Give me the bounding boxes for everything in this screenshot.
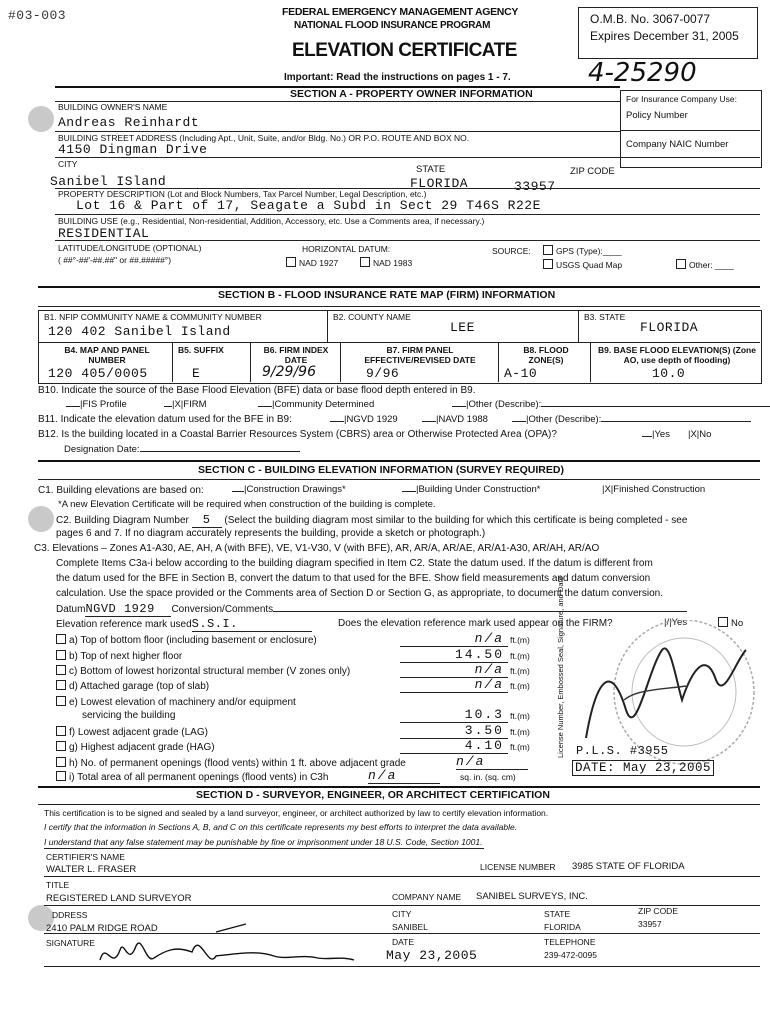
section-a-title: SECTION A - PROPERTY OWNER INFORMATION <box>290 88 533 100</box>
b12-no-option[interactable]: |X|No <box>688 429 712 440</box>
b10-community-option[interactable]: |Community Determined <box>258 399 374 410</box>
firm-question: Does the elevation reference mark used appear on the FIRM? <box>338 618 613 629</box>
datum-row <box>56 602 687 617</box>
firm-div-6 <box>498 342 499 382</box>
street-rule <box>55 157 760 158</box>
c3-item-value[interactable]: n/a <box>368 768 440 784</box>
firm-div-2 <box>578 310 579 342</box>
b6-value: 9/29/96 <box>262 364 316 380</box>
c3-item-row <box>56 634 317 646</box>
b2-label: B2. COUNTY NAME <box>333 312 411 322</box>
company-label: COMPANY NAME <box>392 892 462 902</box>
c3-item-checkbox[interactable] <box>56 696 66 706</box>
b6-label: B6. FIRM INDEX DATE <box>263 345 329 365</box>
telephone-value: 239-472-0095 <box>544 950 597 960</box>
c3-item-unit: sq. in. (sq. cm) <box>460 772 516 782</box>
firm-no-text: No <box>731 618 744 629</box>
property-label: PROPERTY DESCRIPTION (Lot and Block Numbers, Tax Parcel Number, Legal Description, etc.) <box>58 189 427 199</box>
c3-item-value[interactable]: n/a <box>456 754 528 770</box>
c1-finished-text: Finished Construction <box>613 484 706 495</box>
designation-label: Designation Date: <box>64 444 140 455</box>
b3-label: B3. STATE <box>584 312 626 322</box>
nad1983-checkbox[interactable] <box>360 257 370 267</box>
use-rule <box>55 240 760 241</box>
building-use: RESIDENTIAL <box>58 226 150 241</box>
zip: 33957 <box>514 179 556 194</box>
c3-item-value[interactable]: n/a <box>400 631 508 647</box>
b9-label: B9. BASE FLOOD ELEVATION(S) (Zone AO, use depth of flooding) <box>598 345 756 365</box>
section-d-top-rule <box>38 786 760 788</box>
erm-label: Elevation reference mark used <box>56 619 192 630</box>
conversion-label: Conversion/Comments <box>171 604 274 615</box>
certifier-name: WALTER L. FRASER <box>46 864 137 875</box>
state-label: STATE <box>416 164 446 175</box>
certifier-rule <box>44 876 760 877</box>
erm-row <box>56 617 312 632</box>
insurance-use-label: For Insurance Company Use: <box>626 94 738 104</box>
nad1983-option[interactable] <box>360 257 412 268</box>
erm-value[interactable]: S.S.I. <box>192 617 312 632</box>
zip-label: ZIP CODE <box>570 166 615 177</box>
firm-table-mid <box>38 342 760 343</box>
b10-firm-text: FIRM <box>183 399 207 410</box>
firm-yes-text: Yes <box>671 617 688 628</box>
b11-question: B11. Indicate the elevation datum used for the BFE in B9: <box>38 414 292 425</box>
c3-item-row <box>56 741 215 753</box>
c1-drawings-option[interactable]: |Construction Drawings* <box>232 484 346 495</box>
b12-no-text: No <box>699 429 712 440</box>
usgs-text: USGS Quad Map <box>556 260 623 270</box>
section-c-rule <box>38 479 760 480</box>
b11-navd-text: NAVD 1988 <box>438 414 488 425</box>
c2-row <box>56 513 687 528</box>
section-b-rule <box>38 306 760 307</box>
agency-name: FEDERAL EMERGENCY MANAGEMENT AGENCY <box>282 6 519 18</box>
license-number: 3985 STATE OF FLORIDA <box>572 861 685 872</box>
firm-div-4 <box>250 342 251 382</box>
latlong-format: ( ##°-##'-##.##" or ##.#####°) <box>58 255 172 265</box>
b8-value: A-10 <box>504 366 538 381</box>
cert-text-2: I certify that the information in Sections A, B, and C on this certificate represents my best efforts to interpret the data available. <box>44 822 518 832</box>
c3-item-checkbox[interactable] <box>56 634 66 644</box>
property-description: Lot 16 & Part of 17, Seagate a Subd in Sect 29 T46S R22E <box>76 198 541 213</box>
naic-label: Company NAIC Number <box>626 139 729 150</box>
c3-item-label: i) Total area of all permanent openings (flood vents) in C3h <box>69 772 329 783</box>
b10-other-option[interactable]: |Other (Describe): <box>452 399 770 410</box>
cert-text-3: I understand that any false statement may be punishable by fine or imprisonment under 18 U.S. Code, Section 1001. <box>44 837 483 847</box>
designation-date <box>64 444 300 455</box>
company-state: FLORIDA <box>544 922 581 932</box>
handwritten-reference: 4-25290 <box>588 58 697 88</box>
company-city-label: CITY <box>392 909 412 919</box>
c3-item-unit: ft.(m) <box>510 727 530 737</box>
title-value: REGISTERED LAND SURVEYOR <box>46 893 192 904</box>
other-source-text: Other: ____ <box>689 260 734 270</box>
c3-item-checkbox[interactable] <box>56 726 66 736</box>
b4-label: B4. MAP AND PANEL NUMBER <box>64 345 150 365</box>
c3-item-unit: ft.(m) <box>510 651 530 661</box>
c1-under-construction-text: Building Under Construction* <box>418 484 541 495</box>
b8-label: B8. FLOOD ZONE(S) <box>523 345 569 365</box>
cert-rule <box>44 848 484 849</box>
b12-yes-text: Yes <box>654 429 670 440</box>
b11-other-option[interactable]: |Other (Describe): <box>512 414 751 425</box>
c2-value[interactable]: 5 <box>192 513 222 528</box>
b7-value: 9/96 <box>366 366 400 381</box>
other-source-option[interactable] <box>676 259 734 270</box>
street-address: 4150 Dingman Drive <box>58 142 208 157</box>
c3-item-value[interactable]: 14.50 <box>400 647 508 663</box>
c2-instructions: (Select the building diagram most similar to the building for which this certificate is being completed - see <box>224 515 688 526</box>
c3-item-checkbox[interactable] <box>56 757 66 767</box>
c3-item-label: servicing the building <box>82 710 176 721</box>
punch-hole-top <box>28 106 54 132</box>
gps-option[interactable] <box>543 245 622 256</box>
firm-yes-option[interactable]: |/|Yes <box>664 617 688 628</box>
seal-license: P.L.S. #3955 <box>576 744 669 758</box>
c3-item-value[interactable]: n/a <box>400 677 508 693</box>
important-note: Important: Read the instructions on pages 1 - 7. <box>284 72 511 83</box>
c3-item-checkbox[interactable] <box>56 680 66 690</box>
c3-item-label: g) Highest adjacent grade (HAG) <box>69 742 215 753</box>
company-city: SANIBEL <box>392 922 428 932</box>
b5-label: B5. SUFFIX <box>178 345 224 355</box>
c3-item-checkbox[interactable] <box>56 650 66 660</box>
usgs-checkbox[interactable] <box>543 259 553 269</box>
c3-item-value[interactable]: n/a <box>400 662 508 678</box>
c3-item-checkbox[interactable] <box>56 665 66 675</box>
b11-navd-option[interactable]: |NAVD 1988 <box>422 414 488 425</box>
c2-instructions-2: pages 6 and 7. If no diagram accurately represents the building, provide a sketch or photograph.) <box>56 528 486 539</box>
b7-label: B7. FIRM PANEL EFFECTIVE/REVISED DATE <box>364 345 476 365</box>
c3-item-value[interactable]: 3.50 <box>400 723 508 739</box>
program-name: NATIONAL FLOOD INSURANCE PROGRAM <box>294 20 491 31</box>
b3-value: FLORIDA <box>640 320 699 335</box>
owner-name-label: BUILDING OWNER'S NAME <box>58 102 168 112</box>
certifier-label: CERTIFIER'S NAME <box>46 852 125 862</box>
c3-item-label: d) Attached garage (top of slab) <box>69 681 210 692</box>
use-label: BUILDING USE (e.g., Residential, Non-residential, Addition, Accessory, etc. Use a Comments area, if necessary.) <box>58 216 485 226</box>
c3-item-row <box>56 771 328 783</box>
omb-number: O.M.B. No. 3067-0077 <box>590 12 711 26</box>
signature-label: SIGNATURE <box>46 938 95 948</box>
source-label: SOURCE: <box>492 246 531 256</box>
c3-item-label: e) Lowest elevation of machinery and/or equipment <box>69 697 296 708</box>
company-zip-label: ZIP CODE <box>638 906 678 916</box>
b12-question: B12. Is the building located in a Coastal Barrier Resources System (CBRS) area or Otherwise Protected Area (OPA)? <box>38 429 557 440</box>
c3-item-value[interactable]: 4.10 <box>400 738 508 754</box>
owner-name: Andreas Reinhardt <box>58 115 200 130</box>
c3-item-label: h) No. of permanent openings (flood vents) within 1 ft. above adjacent grade <box>69 758 406 769</box>
b4-value: 120 405/0005 <box>48 366 148 381</box>
b10-firm-option[interactable]: |X|FIRM <box>164 399 207 410</box>
firm-div-3 <box>172 342 173 382</box>
nad1927-text: NAD 1927 <box>299 258 339 268</box>
c3-item-unit: ft.(m) <box>510 711 530 721</box>
signature-rule <box>44 966 760 967</box>
c3-text-3: calculation. Use the space provided or the Comments area of Section D or Section G, as appropriate, to document the datum conversion. <box>56 588 663 599</box>
firm-div-7 <box>590 342 591 382</box>
city-label: CITY <box>58 159 78 169</box>
section-b-title: SECTION B - FLOOD INSURANCE RATE MAP (FIRM) INFORMATION <box>218 289 556 301</box>
cert-text-1: This certification is to be signed and sealed by a land surveyor, engineer, or architect authorized by law to certify elevation information. <box>44 808 549 818</box>
c3-item-label: a) Top of bottom floor (including basement or enclosure) <box>69 635 317 646</box>
b5-value: E <box>192 366 201 381</box>
company-name: SANIBEL SURVEYS, INC. <box>476 891 588 902</box>
b11-ngvd-text: NGVD 1929 <box>346 414 398 425</box>
gps-checkbox[interactable] <box>543 245 553 255</box>
c3-item-value[interactable]: 10.3 <box>400 707 508 723</box>
b10-fis-option[interactable]: |FIS Profile <box>66 399 127 410</box>
c3-item-unit: ft.(m) <box>510 742 530 752</box>
c3-item-row <box>56 696 296 708</box>
nad1983-text: NAD 1983 <box>373 258 413 268</box>
policy-rule <box>620 130 760 131</box>
license-label: LICENSE NUMBER <box>480 862 556 872</box>
b2-value: LEE <box>450 320 475 335</box>
section-c-title: SECTION C - BUILDING ELEVATION INFORMATION (SURVEY REQUIRED) <box>198 464 564 476</box>
address-value: 2410 PALM RIDGE ROAD <box>46 923 158 934</box>
seal-date: DATE: May 23,2005 <box>572 760 714 776</box>
c3-text-1: Complete Items C3a-i below according to the building diagram specified in Item C2. State the datum used. If the datum is different from <box>56 558 653 569</box>
state: FLORIDA <box>410 176 469 191</box>
c1-note: *A new Elevation Certificate will be required when construction of the building is complete. <box>58 499 436 510</box>
c3-item-row <box>56 757 406 769</box>
c3-item-row <box>56 665 350 677</box>
doc-number: #03-003 <box>8 8 67 23</box>
seal-side-text: License Number, Embossed Seal, Signature, and Date <box>556 576 565 758</box>
c3-item-row <box>56 726 208 738</box>
c3-item-label: f) Lowest adjacent grade (LAG) <box>69 727 208 738</box>
c3-item-checkbox[interactable] <box>56 741 66 751</box>
c3-item-label: b) Top of next higher floor <box>69 651 183 662</box>
horizontal-datum-label: HORIZONTAL DATUM: <box>302 244 391 254</box>
b11-ngvd-option[interactable]: |NGVD 1929 <box>330 414 398 425</box>
c3-item-row <box>56 650 182 662</box>
section-d-rule <box>38 804 760 805</box>
c3-item-label: c) Bottom of lowest horizontal structural member (V zones only) <box>69 666 351 677</box>
c3-item-unit: ft.(m) <box>510 681 530 691</box>
c3-item-row <box>56 680 209 692</box>
section-c-top-rule <box>38 460 760 462</box>
other-source-checkbox[interactable] <box>676 259 686 269</box>
latlong-label: LATITUDE/LONGITUDE (OPTIONAL) <box>58 243 202 253</box>
c3-item-checkbox[interactable] <box>56 771 66 781</box>
b12-yes-option[interactable]: |Yes <box>642 429 670 440</box>
certification-date: May 23,2005 <box>386 948 478 963</box>
owner-rule <box>55 131 620 132</box>
property-rule <box>55 214 760 215</box>
c1-under-construction-option[interactable]: |Building Under Construction* <box>402 484 540 495</box>
certifier-signature <box>96 920 356 976</box>
datum-label: Datum <box>56 604 86 615</box>
section-b-top-rule <box>38 286 760 288</box>
b1-value: 120 402 Sanibel Island <box>48 324 231 339</box>
company-zip: 33957 <box>638 919 662 929</box>
b1-label: B1. NFIP COMMUNITY NAME & COMMUNITY NUMBER <box>44 312 262 322</box>
firm-div-5 <box>340 342 341 382</box>
signature-graphic <box>96 920 356 976</box>
b10-community-text: Community Determined <box>274 399 375 410</box>
nad1927-option[interactable] <box>286 257 338 268</box>
datum-value[interactable]: NGVD 1929 <box>85 602 171 617</box>
nad1927-checkbox[interactable] <box>286 257 296 267</box>
b11-other-text: Other (Describe): <box>528 414 602 425</box>
title-label: TITLE <box>46 880 70 890</box>
c1-question: C1. Building elevations are based on: <box>38 485 204 496</box>
address-label: DDRESS <box>52 910 88 920</box>
street-label: BUILDING STREET ADDRESS (Including Apt., Unit, Suite, and/or Bldg. No.) OR P.O. ROUTE AND BOX NO. <box>58 133 470 143</box>
b10-question: B10. Indicate the source of the Base Flood Elevation (BFE) data or base flood depth entered in B9. <box>38 385 476 396</box>
form-title: ELEVATION CERTIFICATE <box>292 40 517 61</box>
c1-drawings-text: Construction Drawings* <box>246 484 346 495</box>
c1-finished-option[interactable]: |X|Finished Construction <box>602 484 706 495</box>
c2-label: C2. Building Diagram Number <box>56 515 189 526</box>
company-state-label: STATE <box>544 909 571 919</box>
punch-hole-middle <box>28 506 54 532</box>
telephone-label: TELEPHONE <box>544 937 596 947</box>
c3-text-2: the datum used for the BFE in Section B, convert the datum to that used for the BFE. Show field measurements and datum conversion <box>56 573 651 584</box>
b9-value: 10.0 <box>652 366 686 381</box>
date-label: DATE <box>392 937 415 947</box>
usgs-option[interactable] <box>543 259 622 270</box>
gps-text: GPS (Type):____ <box>556 246 622 256</box>
c3-heading: C3. Elevations – Zones A1-A30, AE, AH, A (with BFE), VE, V1-V30, V (with BFE), AR, AR/A, AR/AE, AR/A1-A30, AR/AH, AR/AO <box>34 543 600 554</box>
c3-item-unit: ft.(m) <box>510 666 530 676</box>
section-d-title: SECTION D - SURVEYOR, ENGINEER, OR ARCHITECT CERTIFICATION <box>196 789 550 801</box>
city: Sanibel ISland <box>50 174 167 189</box>
c3-item-unit: ft.(m) <box>510 635 530 645</box>
firm-div-1 <box>327 310 328 342</box>
c3-item-row <box>82 710 175 721</box>
b10-fis-text: FIS Profile <box>82 399 127 410</box>
expiration-date: Expires December 31, 2005 <box>590 29 739 43</box>
b10-other-text: Other (Describe): <box>468 399 542 410</box>
policy-number-label: Policy Number <box>626 110 688 121</box>
